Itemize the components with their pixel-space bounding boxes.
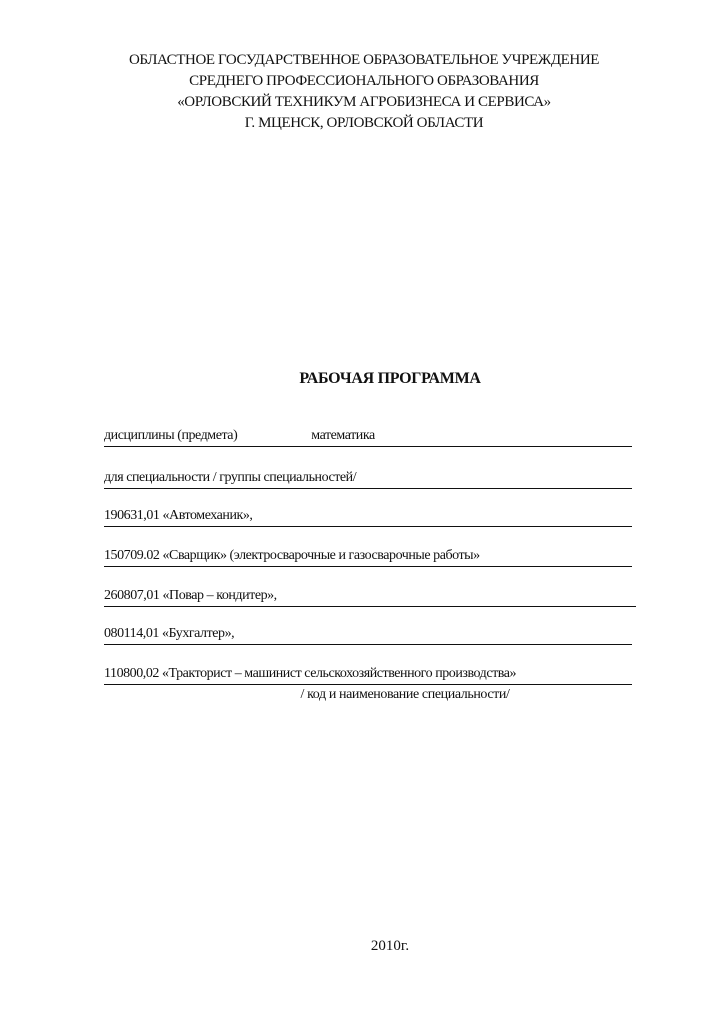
header-line-4: Г. МЦЕНСК, ОРЛОВСКОЙ ОБЛАСТИ	[244, 115, 484, 131]
specialty-label-line	[104, 470, 632, 489]
institution-header	[0, 50, 728, 134]
header-line-1: ОБЛАСТНОЕ ГОСУДАРСТВЕННОЕ ОБРАЗОВАТЕЛЬНОЕ УЧРЕЖДЕНИЕ	[128, 52, 600, 68]
header-line-3: «ОРЛОВСКИЙ ТЕХНИКУМ АГРОБИЗНЕСА И СЕРВИСА»	[177, 94, 551, 110]
specialty-line-2	[104, 548, 632, 567]
specialty-line-4	[104, 626, 632, 645]
specialty-item: 110800,02 «Тракторист – машинист сельскохозяйственного производства»	[104, 666, 517, 681]
specialty-line-5	[104, 666, 632, 685]
specialty-item: 080114,01 «Бухгалтер»,	[104, 626, 235, 641]
discipline-label: дисциплины (предмета)	[104, 428, 238, 443]
document-year: 2010г.	[370, 938, 410, 954]
discipline-line	[104, 428, 632, 447]
specialty-item: 150709.02 «Сварщик» (электросварочные и газосварочные работы»	[104, 548, 480, 563]
specialty-line-1	[104, 508, 632, 527]
specialty-label: для специальности / группы специальностей/	[104, 470, 357, 485]
specialty-item: 190631,01 «Автомеханик»,	[104, 508, 253, 523]
header-line-2: СРЕДНЕГО ПРОФЕССИОНАЛЬНОГО ОБРАЗОВАНИЯ	[189, 73, 539, 89]
specialty-item: 260807,01 «Повар – кондитер»,	[104, 588, 277, 603]
discipline-value: математика	[311, 428, 375, 443]
document-title: РАБОЧАЯ ПРОГРАММА	[299, 370, 481, 387]
specialty-caption: / код и наименование специальности/	[300, 687, 510, 702]
specialty-line-3	[104, 588, 636, 607]
